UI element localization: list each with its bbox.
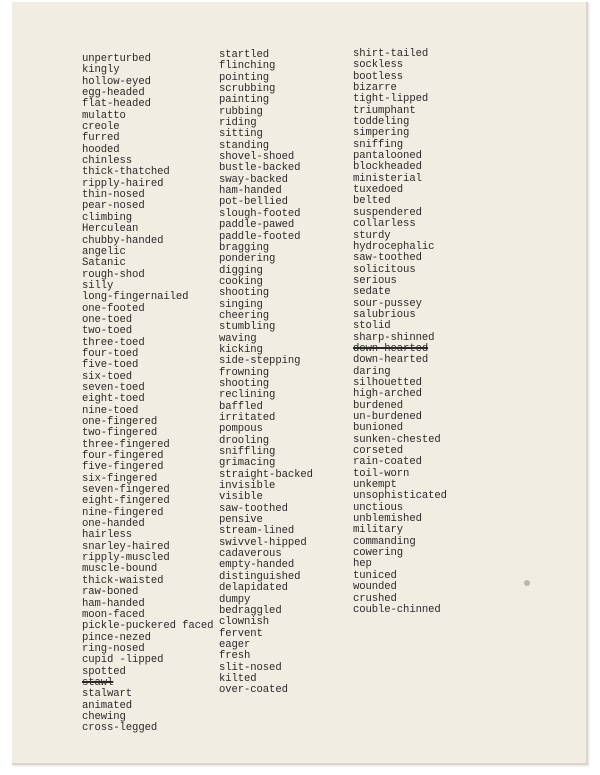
word-entry: raw-boned: [82, 586, 139, 599]
word-entry: shooting: [219, 287, 270, 300]
word-entry: unperturbed: [82, 53, 151, 65]
word-entry: crushed: [353, 592, 397, 605]
word-entry: muscle-bound: [82, 563, 158, 576]
word-entry: bragging: [219, 241, 270, 254]
word-entry: bizarre: [353, 82, 397, 95]
word-entry: unkempt: [353, 479, 397, 492]
word-entry: paddle-pawed: [219, 219, 295, 232]
word-entry: three-toed: [82, 336, 145, 349]
word-entry: slough-footed: [219, 207, 301, 220]
word-entry: digging: [219, 264, 263, 277]
word-entry: five-toed: [82, 359, 139, 372]
word-entry: eager: [219, 638, 251, 651]
word-entry: seven-toed: [82, 381, 145, 394]
word-entry: long-fingernailed: [82, 291, 189, 304]
word-entry: rough-shod: [82, 268, 145, 281]
word-entry: one-handed: [82, 518, 145, 531]
word-entry: sturdy: [353, 229, 391, 242]
word-entry: pantalooned: [353, 150, 422, 163]
word-entry: suspendered: [353, 206, 422, 219]
word-entry: couble-chinned: [353, 603, 441, 616]
word-entry: sway-backed: [219, 173, 288, 186]
word-entry: rain-coated: [353, 456, 422, 469]
word-entry: ministerial: [353, 172, 422, 185]
word-entry: unsophisticated: [353, 490, 447, 503]
word-entry: burdened: [353, 399, 404, 412]
word-entry: bustle-backed: [219, 162, 301, 175]
word-entry: serious: [353, 274, 397, 287]
word-entry: waving: [219, 332, 257, 345]
word-entry: dumpy: [219, 593, 251, 606]
word-entry: ripply-muscled: [82, 552, 170, 565]
word-entry: stawl: [82, 676, 114, 689]
word-entry: animated: [82, 699, 133, 712]
word-entry: salubrious: [353, 308, 416, 321]
word-entry: eight-toed: [82, 393, 145, 406]
word-entry: kicking: [219, 343, 263, 356]
word-entry: sunken-chested: [353, 433, 441, 446]
word-entry: side-stepping: [219, 355, 301, 368]
word-entry: ham-handed: [219, 185, 282, 198]
word-entry: six-fingered: [82, 472, 158, 485]
word-entry: creole: [82, 121, 120, 134]
word-entry: fervent: [219, 627, 263, 640]
word-entry: sedate: [353, 286, 391, 299]
word-entry: ripply-haired: [82, 177, 164, 190]
word-entry: paddle-footed: [219, 230, 301, 243]
word-entry: silly: [82, 279, 114, 292]
word-entry: visible: [219, 491, 263, 504]
word-entry: stumbling: [219, 321, 276, 334]
word-entry: one-toed: [82, 313, 133, 326]
word-entry: tuniced: [353, 569, 397, 582]
word-entry: high-arched: [353, 388, 422, 401]
word-entry: four-fingered: [82, 450, 164, 463]
word-entry: collarless: [353, 218, 416, 231]
word-entry: climbing: [82, 211, 133, 224]
typewritten-page: [12, 2, 588, 765]
word-entry: chubby-handed: [82, 234, 164, 247]
word-entry: cupid -lipped: [82, 654, 164, 667]
word-entry: thick-thatched: [82, 166, 170, 179]
word-entry: empty-handed: [219, 559, 295, 572]
word-entry: commanding: [353, 535, 416, 548]
word-entry: hydrocephalic: [353, 240, 435, 253]
word-entry: egg-headed: [82, 87, 145, 100]
word-entry: chinless: [82, 155, 133, 168]
word-entry: cowering: [353, 547, 404, 560]
word-entry: bunioned: [353, 422, 404, 435]
word-entry: delapidated: [219, 582, 288, 595]
word-entry: toddeling: [353, 116, 410, 129]
word-entry: two-fingered: [82, 427, 158, 440]
word-entry: kilted: [219, 672, 257, 685]
word-entry: fresh: [219, 650, 251, 663]
word-entry: triumphant: [353, 104, 416, 117]
word-entry: pickle-puckered faced: [82, 620, 214, 633]
word-entry: rubbing: [219, 105, 263, 118]
word-entry: cooking: [219, 275, 263, 288]
word-entry: unblemished: [353, 513, 422, 526]
word-entry: singing: [219, 298, 263, 311]
word-entry: Herculean: [82, 223, 139, 236]
word-entry: invisible: [219, 480, 276, 493]
word-entry: thick-waisted: [82, 574, 164, 587]
word-entry: kingly: [82, 64, 120, 77]
word-entry: bootless: [353, 70, 404, 83]
word-entry: standing: [219, 139, 270, 152]
word-entry: solicitous: [353, 263, 416, 276]
word-entry: one-fingered: [82, 416, 158, 428]
word-entry: six-toed: [82, 370, 133, 383]
word-entry: flinching: [219, 60, 276, 73]
word-entry: two-toed: [82, 325, 133, 338]
word-entry: pensive: [219, 514, 263, 527]
word-entry: baffled: [219, 400, 263, 413]
word-entry: startled: [219, 49, 270, 61]
word-entry: distinguished: [219, 570, 301, 583]
word-entry: straight-backed: [219, 468, 313, 481]
word-entry: riding: [219, 117, 257, 130]
word-entry: ham-handed: [82, 597, 145, 610]
word-entry: nine-toed: [82, 404, 139, 417]
word-entry: pondering: [219, 253, 276, 266]
word-column-2: [219, 50, 313, 697]
word-entry: hairless: [82, 529, 133, 542]
paper-spot: [524, 580, 530, 586]
word-entry: bedraggled: [219, 604, 282, 617]
word-entry: over-coated: [219, 684, 288, 697]
word-entry: sitting: [219, 128, 263, 141]
word-entry: daring: [353, 365, 391, 378]
word-entry: one-footed: [82, 302, 145, 315]
word-entry: pear-nosed: [82, 200, 145, 213]
word-entry: belted: [353, 195, 391, 208]
word-entry: eight-fingered: [82, 495, 170, 508]
word-entry: military: [353, 524, 404, 537]
word-entry: blockheaded: [353, 161, 422, 174]
word-entry: drooling: [219, 434, 270, 447]
word-entry: tight-lipped: [353, 93, 429, 106]
word-entry: sour-pussey: [353, 297, 422, 310]
word-entry: pince-nezed: [82, 631, 151, 644]
word-entry: toil-worn: [353, 467, 410, 480]
word-entry: sniffing: [353, 138, 404, 151]
word-entry: Satanic: [82, 257, 126, 270]
word-entry: snarley-haired: [82, 540, 170, 553]
word-entry: angelic: [82, 245, 126, 258]
word-entry: saw-toothed: [219, 502, 288, 515]
word-entry: shooting: [219, 377, 270, 390]
word-entry: spotted: [82, 665, 126, 678]
word-entry: down-hearted: [353, 342, 429, 355]
word-entry: simpering: [353, 127, 410, 140]
word-entry: flat-headed: [82, 98, 151, 111]
word-entry: cadaverous: [219, 548, 282, 561]
word-entry: slit-nosed: [219, 661, 282, 674]
word-entry: cross-legged: [82, 722, 158, 735]
word-entry: mulatto: [82, 109, 126, 122]
word-column-3: [353, 49, 447, 616]
word-entry: un-burdened: [353, 411, 422, 423]
word-entry: three-fingered: [82, 438, 170, 451]
word-entry: scrubbing: [219, 83, 276, 96]
word-entry: furred: [82, 132, 120, 145]
word-entry: frowning: [219, 366, 270, 379]
word-entry: sharp-shinned: [353, 331, 435, 344]
word-entry: wounded: [353, 581, 397, 594]
word-entry: five-fingered: [82, 461, 164, 474]
word-entry: down-hearted: [353, 354, 429, 367]
word-entry: clownish: [219, 616, 270, 629]
word-entry: sockless: [353, 59, 404, 72]
word-entry: swivvel-hipped: [219, 536, 307, 549]
word-entry: saw-toothed: [353, 252, 422, 265]
word-entry: cheering: [219, 309, 270, 322]
word-entry: sniffling: [219, 446, 276, 459]
word-entry: moon-faced: [82, 608, 145, 621]
word-entry: chewing: [82, 710, 126, 723]
word-entry: painting: [219, 94, 270, 107]
word-entry: stream-lined: [219, 525, 295, 538]
word-entry: ring-nosed: [82, 642, 145, 655]
word-entry: grimacing: [219, 457, 276, 470]
word-entry: unctious: [353, 501, 404, 514]
word-entry: reclining: [219, 389, 276, 402]
word-entry: shirt-tailed: [353, 48, 429, 60]
word-entry: seven-fingered: [82, 484, 170, 497]
word-entry: hollow-eyed: [82, 75, 151, 88]
word-entry: hep: [353, 558, 372, 571]
word-entry: shovel-shoed: [219, 151, 295, 164]
word-entry: tuxedoed: [353, 184, 404, 197]
word-entry: corseted: [353, 445, 404, 458]
word-entry: thin-nosed: [82, 189, 145, 202]
word-entry: stolid: [353, 320, 391, 333]
word-entry: stalwart: [82, 688, 133, 701]
word-entry: pointing: [219, 71, 270, 84]
word-entry: hooded: [82, 143, 120, 156]
word-entry: four-toed: [82, 347, 139, 360]
word-entry: pot-bellied: [219, 196, 288, 209]
word-entry: nine-fingered: [82, 506, 164, 519]
word-entry: irritated: [219, 412, 276, 424]
word-entry: silhouetted: [353, 376, 422, 389]
word-column-1: [82, 54, 213, 735]
word-entry: pompous: [219, 423, 263, 436]
